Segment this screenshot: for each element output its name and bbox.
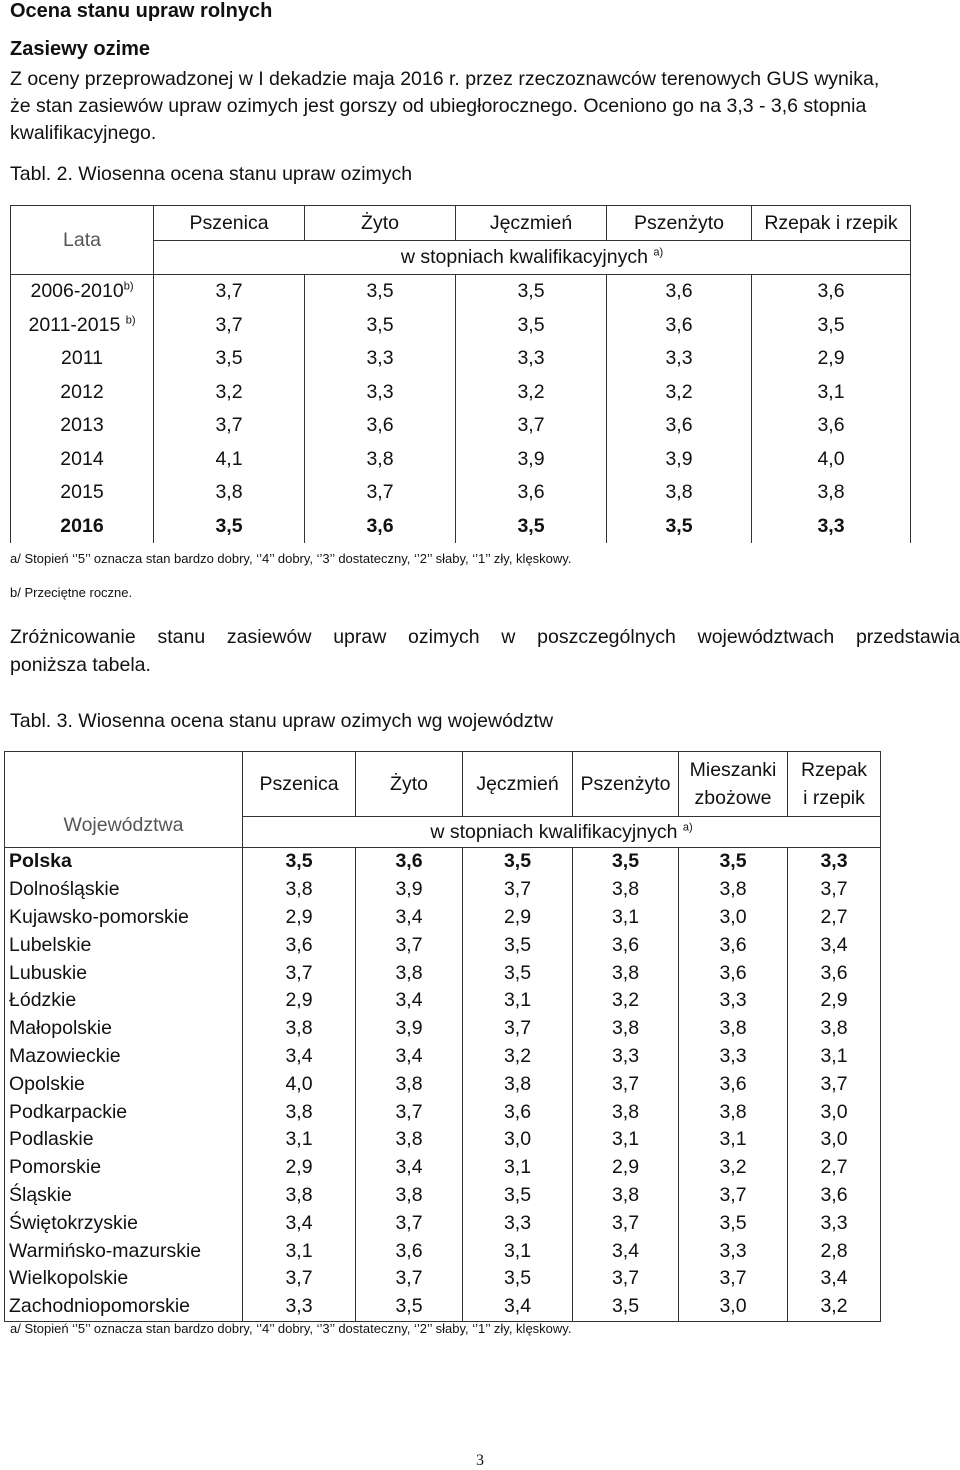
table-row <box>5 876 881 904</box>
table-row <box>5 987 881 1015</box>
table3-cell: 3,5 <box>573 1293 679 1321</box>
table3-cell: 3,8 <box>573 876 679 904</box>
paragraph2-line-2: poniższa tabela. <box>10 654 151 676</box>
table-row <box>5 904 881 932</box>
table3-cell: 3,2 <box>463 1043 573 1071</box>
table2-cell: 3,6 <box>305 510 456 544</box>
table3-cell: 3,5 <box>679 848 788 876</box>
table2-row-label-text: 2015 <box>60 481 104 504</box>
table3-row-label: Mazowieckie <box>5 1043 243 1071</box>
table3-cell: 3,8 <box>356 1182 463 1210</box>
table3-cell: 3,5 <box>463 1182 573 1210</box>
table3-cell: 3,1 <box>573 1126 679 1154</box>
table2-footnote-a: a/ Stopień ‘’5’’ oznacza stan bardzo dobry, ‘’4’’ dobry, ‘’3’’ dostateczny, ‘’2’’ słaby, ‘’1’’ zły, klęskowy. <box>10 551 572 566</box>
table-row <box>11 476 911 510</box>
table3-cell: 3,1 <box>573 904 679 932</box>
table3-column-header-line1: Pszenica <box>259 772 339 795</box>
table3-cell: 3,4 <box>463 1293 573 1321</box>
table2-column-header: Żyto <box>305 206 456 241</box>
table3-column-header <box>679 752 788 817</box>
table2-footnote-b: b/ Przeciętne roczne. <box>10 585 133 600</box>
table3-cell: 3,3 <box>573 1043 679 1071</box>
table3-cell: 3,8 <box>679 876 788 904</box>
table3-cell: 3,7 <box>573 1265 679 1293</box>
table3-cell: 3,6 <box>243 931 356 959</box>
table-row <box>5 1293 881 1321</box>
table2-cell: 3,5 <box>456 309 607 343</box>
table2-row-label-text: 2013 <box>60 414 104 437</box>
table-row <box>11 510 911 544</box>
table-row <box>5 1098 881 1126</box>
table3-column-header <box>573 752 679 817</box>
table2-cell: 3,3 <box>305 342 456 376</box>
table2-cell: 3,7 <box>154 309 305 343</box>
table2-cell: 3,8 <box>305 443 456 477</box>
intro-line-3: kwalifikacyjnego. <box>10 122 157 144</box>
table3-cell: 2,7 <box>788 904 881 932</box>
table3-cell: 3,4 <box>356 904 463 932</box>
table3-column-header-line1: Żyto <box>390 772 428 795</box>
intro-line-2: że stan zasiewów upraw ozimych jest gorszy od ubiegłorocznego. Oceniono go na 3,3 - 3,6 stopnia <box>10 95 867 117</box>
table3-cell: 3,8 <box>243 1098 356 1126</box>
table2-cell: 3,5 <box>752 309 911 343</box>
table3-row-label: Opolskie <box>5 1070 243 1098</box>
table3-cell: 3,3 <box>679 1043 788 1071</box>
table3-cell: 3,7 <box>356 1265 463 1293</box>
table2-row-label-text: 2011-2015 <box>28 313 126 336</box>
table3-row-label: Małopolskie <box>5 1015 243 1043</box>
table2-row-label <box>11 443 154 477</box>
table2-cell: 3,6 <box>752 409 911 443</box>
table3-cell: 3,6 <box>788 1182 881 1210</box>
table-row <box>11 409 911 443</box>
table-row <box>5 848 881 876</box>
table-row <box>11 376 911 410</box>
table3 <box>4 751 881 1322</box>
table2-cell: 3,2 <box>154 376 305 410</box>
table3-cell: 3,7 <box>463 876 573 904</box>
table3-cell: 3,5 <box>243 848 356 876</box>
table3-cell: 3,8 <box>573 959 679 987</box>
table2-row-label <box>11 309 154 343</box>
table3-cell: 3,7 <box>243 959 356 987</box>
table3-cell: 3,0 <box>463 1126 573 1154</box>
table2-row-label <box>11 409 154 443</box>
subsection-title: Zasiewy ozime <box>10 38 151 60</box>
table2-caption: Tabl. 2. Wiosenna ocena stanu upraw ozimych <box>10 163 413 185</box>
table3-row-label: Wielkopolskie <box>5 1265 243 1293</box>
table2-row-note: b) <box>123 280 134 293</box>
table3-cell: 4,0 <box>243 1070 356 1098</box>
table3-cell: 3,1 <box>463 1154 573 1182</box>
table3-footnote-a: a/ Stopień ‘’5’’ oznacza stan bardzo dobry, ‘’4’’ dobry, ‘’3’’ dostateczny, ‘’2’’ słaby, ‘’1’’ zły, klęskowy. <box>10 1321 572 1336</box>
table2-cell: 3,6 <box>752 275 911 309</box>
table3-cell: 3,7 <box>356 931 463 959</box>
table3-cell: 3,9 <box>356 876 463 904</box>
table3-cell: 3,4 <box>356 987 463 1015</box>
table3-cell: 3,8 <box>243 876 356 904</box>
table2-row-header: Lata <box>11 206 154 275</box>
table3-cell: 3,8 <box>679 1015 788 1043</box>
table3-cell: 3,6 <box>679 931 788 959</box>
table-row <box>5 931 881 959</box>
table3-cell: 3,8 <box>573 1098 679 1126</box>
table3-cell: 3,8 <box>243 1182 356 1210</box>
table2-cell: 3,8 <box>752 476 911 510</box>
table3-row-label: Dolnośląskie <box>5 876 243 904</box>
table-row <box>11 309 911 343</box>
table2-cell: 3,6 <box>607 409 752 443</box>
table3-column-header-line1: Rzepak <box>800 759 868 781</box>
table3-row-label: Podkarpackie <box>5 1098 243 1126</box>
table3-cell: 3,4 <box>573 1237 679 1265</box>
table3-cell: 3,5 <box>463 1265 573 1293</box>
page-number: 3 <box>476 1452 484 1469</box>
table2-row-label <box>11 510 154 544</box>
table3-cell: 2,7 <box>788 1154 881 1182</box>
table3-row-label: Łódzkie <box>5 987 243 1015</box>
section-title: Ocena stanu upraw rolnych <box>10 0 273 22</box>
table3-cell: 3,0 <box>788 1126 881 1154</box>
table3-cell: 3,2 <box>573 987 679 1015</box>
table3-unit-note: a) <box>682 821 693 833</box>
table2-cell: 3,3 <box>752 510 911 544</box>
table3-cell: 3,5 <box>463 931 573 959</box>
table3-cell: 3,7 <box>679 1265 788 1293</box>
table2-cell: 3,7 <box>305 476 456 510</box>
table3-cell: 3,3 <box>463 1209 573 1237</box>
table3-row-label: Świętokrzyskie <box>5 1209 243 1237</box>
table3-header-row <box>5 752 881 817</box>
table3-cell: 3,4 <box>788 1265 881 1293</box>
table3-cell: 2,9 <box>243 1154 356 1182</box>
table2-cell: 3,1 <box>752 376 911 410</box>
table3-cell: 3,4 <box>243 1209 356 1237</box>
table2-cell: 3,5 <box>456 275 607 309</box>
table-row <box>5 1043 881 1071</box>
table3-cell: 3,3 <box>788 848 881 876</box>
table3-cell: 3,5 <box>573 848 679 876</box>
table3-cell: 3,8 <box>463 1070 573 1098</box>
table2-cell: 3,6 <box>456 476 607 510</box>
table2-cell: 3,5 <box>607 510 752 544</box>
table2-cell: 4,1 <box>154 443 305 477</box>
table3-row-label: Lubuskie <box>5 959 243 987</box>
table3-cell: 3,7 <box>243 1265 356 1293</box>
table2-cell: 3,3 <box>456 342 607 376</box>
table3-cell: 3,5 <box>463 959 573 987</box>
table3-cell: 2,9 <box>573 1154 679 1182</box>
table-row <box>11 275 911 309</box>
table3-cell: 3,7 <box>679 1182 788 1210</box>
table3-cell: 3,6 <box>679 1070 788 1098</box>
table2 <box>10 205 911 543</box>
table3-cell: 2,9 <box>243 987 356 1015</box>
table3-cell: 3,3 <box>243 1293 356 1321</box>
table3-cell: 3,2 <box>788 1293 881 1321</box>
table-row <box>11 342 911 376</box>
table3-cell: 3,7 <box>463 1015 573 1043</box>
table3-column-header-line2: zbożowe <box>694 787 772 809</box>
table3-cell: 3,8 <box>573 1015 679 1043</box>
table3-row-header: Województwa <box>5 752 243 848</box>
table2-cell: 3,8 <box>154 476 305 510</box>
table3-row-label: Pomorskie <box>5 1154 243 1182</box>
table-row <box>5 1015 881 1043</box>
table3-caption: Tabl. 3. Wiosenna ocena stanu upraw ozimych wg województw <box>10 710 554 732</box>
table3-row-label: Podlaskie <box>5 1126 243 1154</box>
table3-cell: 3,1 <box>679 1126 788 1154</box>
table3-cell: 3,6 <box>679 959 788 987</box>
table3-cell: 3,4 <box>356 1154 463 1182</box>
table3-cell: 3,8 <box>788 1015 881 1043</box>
table3-cell: 3,4 <box>788 931 881 959</box>
table3-cell: 3,8 <box>356 1070 463 1098</box>
table3-cell: 3,5 <box>356 1293 463 1321</box>
table2-column-header: Jęczmień <box>456 206 607 241</box>
table3-column-header <box>243 752 356 817</box>
table3-row-label: Warmińsko-mazurskie <box>5 1237 243 1265</box>
table3-column-header <box>356 752 463 817</box>
table2-cell: 3,3 <box>305 376 456 410</box>
table3-cell: 3,4 <box>243 1043 356 1071</box>
table3-cell: 3,0 <box>679 904 788 932</box>
table3-column-header-line1: Pszenżyto <box>580 772 671 795</box>
table3-cell: 2,9 <box>243 904 356 932</box>
table3-cell: 3,6 <box>573 931 679 959</box>
table-row <box>5 1154 881 1182</box>
table3-column-header-line1: Jęczmień <box>476 772 559 795</box>
table2-column-header: Pszenżyto <box>607 206 752 241</box>
table2-cell: 2,9 <box>752 342 911 376</box>
table3-cell: 3,7 <box>573 1209 679 1237</box>
table-row <box>5 1237 881 1265</box>
table3-unit <box>243 817 881 848</box>
table2-row-label-text: 2006-2010 <box>30 280 124 303</box>
table3-cell: 3,8 <box>356 1126 463 1154</box>
table3-cell: 3,1 <box>463 987 573 1015</box>
table3-cell: 3,5 <box>463 848 573 876</box>
table3-cell: 3,7 <box>788 876 881 904</box>
table3-cell: 2,8 <box>788 1237 881 1265</box>
table3-cell: 2,9 <box>463 904 573 932</box>
table3-cell: 3,7 <box>356 1098 463 1126</box>
table3-row-label: Kujawsko-pomorskie <box>5 904 243 932</box>
table3-cell: 3,1 <box>243 1237 356 1265</box>
table2-unit <box>154 241 911 275</box>
table2-unit-text: w stopniach kwalifikacyjnych <box>400 246 648 268</box>
table3-cell: 3,8 <box>573 1182 679 1210</box>
table3-cell: 3,7 <box>573 1070 679 1098</box>
table3-cell: 3,9 <box>356 1015 463 1043</box>
table2-row-label <box>11 476 154 510</box>
table-row <box>5 1182 881 1210</box>
table3-cell: 3,7 <box>356 1209 463 1237</box>
table3-column-header-line1: Mieszanki <box>689 759 777 781</box>
table3-row-label: Polska <box>5 848 243 876</box>
paragraph2-line-1: Zróżnicowanie stanu zasiewów upraw ozimych w poszczególnych województwach przedstawia <box>10 626 960 648</box>
table-row <box>5 959 881 987</box>
table3-cell: 3,1 <box>463 1237 573 1265</box>
table2-row-label <box>11 342 154 376</box>
table2-row-label-text: 2012 <box>60 380 104 403</box>
table3-cell: 3,6 <box>356 1237 463 1265</box>
table2-cell: 3,2 <box>607 376 752 410</box>
table3-unit-text: w stopniach kwalifikacyjnych <box>430 820 678 843</box>
table2-row-label <box>11 275 154 309</box>
table2-column-header: Pszenica <box>154 206 305 241</box>
table-row <box>5 1209 881 1237</box>
table2-cell: 3,6 <box>607 275 752 309</box>
table2-cell: 3,5 <box>305 309 456 343</box>
table3-row-label: Lubelskie <box>5 931 243 959</box>
table2-header-row <box>11 206 911 241</box>
table3-cell: 3,4 <box>356 1043 463 1071</box>
table3-cell: 3,6 <box>463 1098 573 1126</box>
table2-cell: 3,7 <box>154 275 305 309</box>
table3-cell: 3,7 <box>788 1070 881 1098</box>
table3-row-label: Śląskie <box>5 1182 243 1210</box>
table2-cell: 3,7 <box>456 409 607 443</box>
table3-cell: 3,8 <box>356 959 463 987</box>
table3-cell: 3,6 <box>788 959 881 987</box>
table2-row-label-text: 2014 <box>60 447 104 470</box>
table3-cell: 2,9 <box>788 987 881 1015</box>
table2-row-note: b) <box>125 314 136 327</box>
table2-cell: 3,6 <box>607 309 752 343</box>
table3-cell: 3,1 <box>788 1043 881 1071</box>
table2-row-label-text: 2016 <box>60 514 104 537</box>
table-row <box>5 1070 881 1098</box>
table2-row-label <box>11 376 154 410</box>
table-row <box>5 1126 881 1154</box>
table2-cell: 3,5 <box>305 275 456 309</box>
table2-row-label-text: 2011 <box>61 347 103 370</box>
table3-column-header <box>788 752 881 817</box>
table3-cell: 3,2 <box>679 1154 788 1182</box>
table3-cell: 3,8 <box>679 1098 788 1126</box>
table3-cell: 3,3 <box>788 1209 881 1237</box>
table2-cell: 3,7 <box>154 409 305 443</box>
table2-cell: 3,5 <box>154 342 305 376</box>
table2-cell: 3,3 <box>607 342 752 376</box>
table-row <box>11 443 911 477</box>
table3-column-header-line2: i rzepik <box>803 787 865 809</box>
table3-cell: 3,0 <box>679 1293 788 1321</box>
table2-cell: 3,9 <box>607 443 752 477</box>
table3-cell: 3,1 <box>243 1126 356 1154</box>
table2-cell: 3,8 <box>607 476 752 510</box>
intro-line-1: Z oceny przeprowadzonej w I dekadzie maja 2016 r. przez rzeczoznawców terenowych GUS wynika, <box>10 68 880 90</box>
table3-row-label: Zachodniopomorskie <box>5 1293 243 1321</box>
table3-cell: 3,8 <box>243 1015 356 1043</box>
table3-cell: 3,6 <box>356 848 463 876</box>
table3-cell: 3,3 <box>679 1237 788 1265</box>
table2-column-header: Rzepak i rzepik <box>752 206 911 241</box>
table3-cell: 3,5 <box>679 1209 788 1237</box>
table2-cell: 3,9 <box>456 443 607 477</box>
table2-cell: 3,5 <box>456 510 607 544</box>
table2-unit-note: a) <box>653 246 664 259</box>
table2-cell: 3,5 <box>154 510 305 544</box>
table2-cell: 4,0 <box>752 443 911 477</box>
table3-cell: 3,3 <box>679 987 788 1015</box>
table2-cell: 3,6 <box>305 409 456 443</box>
table3-column-header <box>463 752 573 817</box>
table3-cell: 3,0 <box>788 1098 881 1126</box>
table2-cell: 3,2 <box>456 376 607 410</box>
table-row <box>5 1265 881 1293</box>
